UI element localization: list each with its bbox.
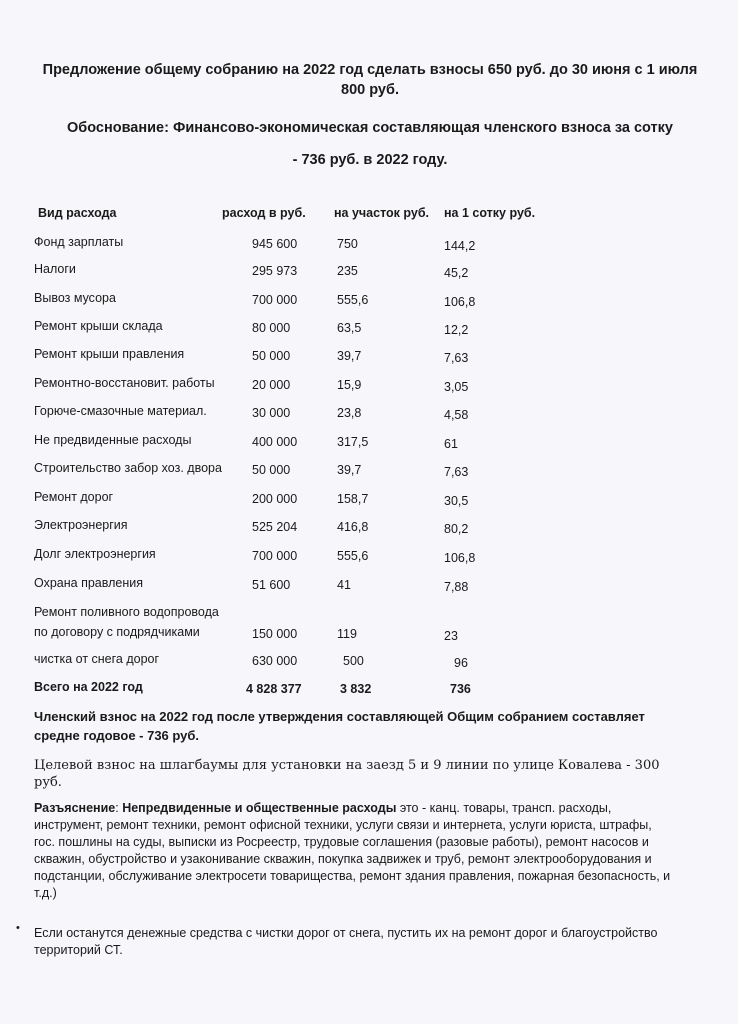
explanation-label: Разъяснение	[34, 801, 116, 815]
row-name: Долг электроэнергия	[34, 547, 156, 561]
row-per-sotka: 80,2	[444, 522, 469, 536]
row-per-plot: 555,6	[337, 549, 369, 563]
row-expense: 400 000	[252, 435, 298, 449]
basis-heading-line1: Обоснование: Финансово-экономическая составляющая членского взноса за сотку	[67, 120, 673, 136]
row-name: Электроэнергия	[34, 518, 128, 532]
row-name: Ремонт крыши склада	[34, 319, 163, 333]
row-name: чистка от снега дорог	[34, 652, 160, 666]
target-fee-note: Целевой взнос на шлагбаумы для установки на заезд 5 и 9 линии по улице Ковалева - 300 руб.	[34, 758, 660, 790]
row-per-sotka: 4,58	[444, 408, 469, 422]
row-expense: 700 000	[252, 549, 298, 563]
row-name: Ремонт дорог	[34, 490, 114, 504]
row-per-sotka: 7,88	[444, 580, 469, 594]
row-per-plot: 39,7	[337, 349, 362, 363]
row-expense: 51 600	[252, 578, 291, 592]
row-name: Фонд зарплаты	[34, 235, 124, 249]
row-per-plot: 416,8	[337, 520, 369, 534]
row-per-plot: 235	[337, 264, 358, 278]
basis-heading-line2: - 736 руб. в 2022 году.	[292, 152, 448, 168]
row-expense: 200 000	[252, 492, 298, 506]
bullet-mark: •	[16, 922, 20, 934]
row-per-sotka: 96	[454, 656, 468, 670]
row-name: Ремонт крыши правления	[34, 347, 185, 361]
row-name: Строительство забор хоз. двора	[34, 461, 222, 475]
row-per-sotka: 12,2	[444, 323, 469, 337]
total-label: Всего на 2022 год	[34, 680, 143, 694]
row-per-plot: 41	[337, 578, 351, 592]
row-per-plot: 15,9	[337, 378, 362, 392]
row-name: Не предвиденные расходы	[34, 433, 192, 447]
row-per-sotka: 23	[444, 629, 458, 643]
explanation-separator: :	[115, 801, 123, 815]
row-expense: 700 000	[252, 293, 298, 307]
explanation-paragraph	[34, 800, 674, 902]
row-name-line1: Ремонт поливного водопровода	[34, 605, 219, 619]
row-name: Налоги	[34, 262, 76, 276]
row-expense: 80 000	[252, 321, 291, 335]
row-expense: 30 000	[252, 406, 291, 420]
column-header-per-sotka: на 1 сотку руб.	[444, 206, 536, 220]
row-expense: 150 000	[252, 627, 298, 641]
row-per-plot: 750	[337, 237, 358, 251]
explanation-term: Непредвиденные и общественные расходы	[122, 801, 397, 815]
total-expense: 4 828 377	[246, 682, 302, 696]
row-expense: 20 000	[252, 378, 291, 392]
explanation-text: это - канц. товары, трансп. расходы, инструмент, ремонт техники, ремонт офисной техники, услуги связи и интернета, услуги юриста, штрафы, гос. пошлины на суды, выписки из Росреестр, трудовые соглашения (разовые работы), ремонт насосов и скважин, обустройство и узаконивание скважин, покупка задвижек и труб, ремонт электрооборудования и подстанции, обслуживание электросети товарищества, ремонт здания правления, пожарная безопасность, и т.д.)	[34, 801, 671, 900]
row-per-sotka: 3,05	[444, 380, 469, 394]
column-header-expense: расход в руб.	[222, 206, 306, 220]
proposal-heading: Предложение общему собранию на 2022 год сделать взносы 650 руб. до 30 июня с 1 июля 800 руб.	[42, 62, 698, 98]
snow-note: Если останутся денежные средства с чистки дорог от снега, пустить их на ремонт дорог и благоустройство территорий СТ.	[34, 926, 658, 957]
row-per-sotka: 106,8	[444, 295, 476, 309]
total-per-plot: 3 832	[340, 682, 372, 696]
row-per-plot: 500	[343, 654, 364, 668]
row-per-sotka: 106,8	[444, 551, 476, 565]
row-per-sotka: 61	[444, 437, 458, 451]
row-name: Горюче-смазочные материал.	[34, 404, 207, 418]
row-per-plot: 317,5	[337, 435, 369, 449]
total-per-sotka: 736	[450, 682, 471, 696]
row-name: Вывоз мусора	[34, 291, 116, 305]
row-expense: 945 600	[252, 237, 298, 251]
column-header-name: Вид расхода	[38, 206, 117, 220]
row-expense: 525 204	[252, 520, 298, 534]
row-per-plot: 39,7	[337, 463, 362, 477]
row-per-sotka: 7,63	[444, 465, 469, 479]
row-expense: 630 000	[252, 654, 298, 668]
row-per-sotka: 144,2	[444, 239, 476, 253]
row-per-plot: 158,7	[337, 492, 369, 506]
row-name: по договору с подрядчиками	[34, 625, 200, 639]
row-expense: 295 973	[252, 264, 298, 278]
row-name: Ремонтно-восстановит. работы	[34, 376, 215, 390]
row-per-plot: 555,6	[337, 293, 369, 307]
column-header-per-plot: на участок руб.	[334, 206, 430, 220]
row-per-plot: 63,5	[337, 321, 362, 335]
row-per-sotka: 30,5	[444, 494, 469, 508]
row-name: Охрана правления	[34, 576, 143, 590]
row-expense: 50 000	[252, 463, 291, 477]
row-per-plot: 23,8	[337, 406, 362, 420]
row-expense: 50 000	[252, 349, 291, 363]
member-fee-note: Членский взнос на 2022 год после утверждения составляющей Общим собранием составляет средне годовое - 736 руб.	[34, 709, 645, 743]
row-per-sotka: 45,2	[444, 266, 469, 280]
row-per-sotka: 7,63	[444, 351, 469, 365]
row-per-plot: 119	[337, 627, 357, 641]
